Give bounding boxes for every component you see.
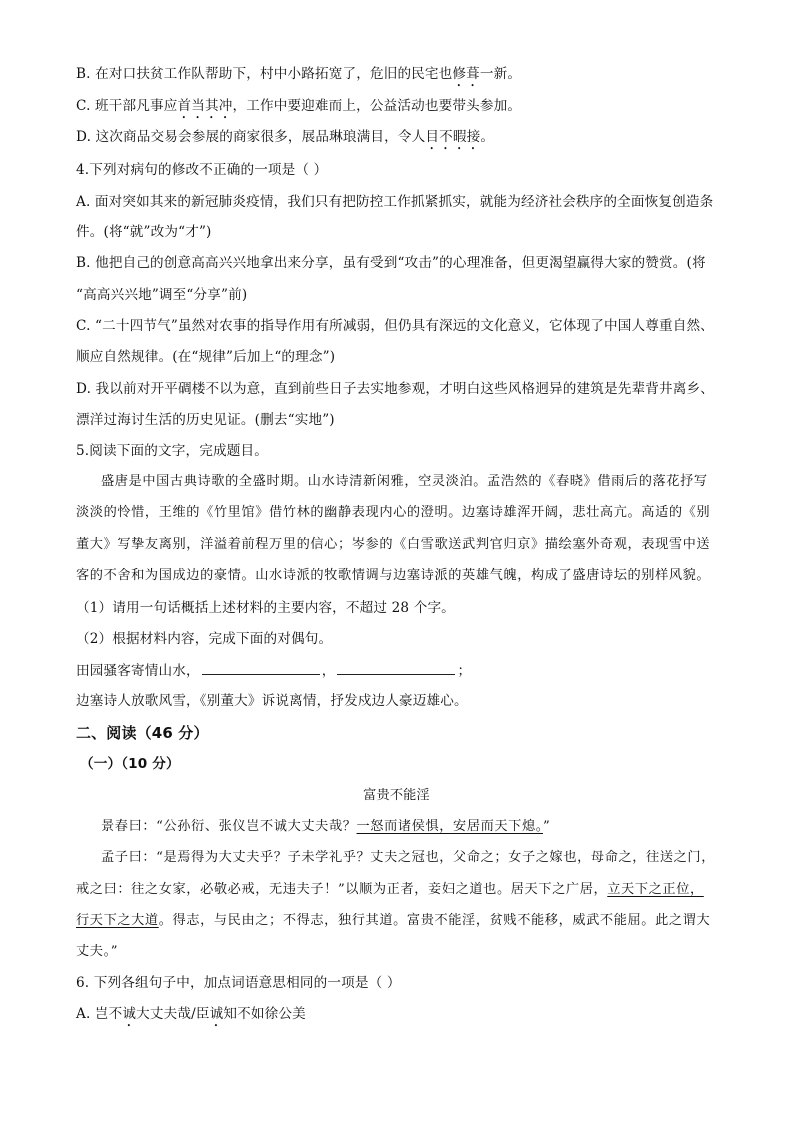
q6-stem: 6. 下列各组句子中，加点词语意思相同的一项是（ ）	[76, 975, 401, 991]
q5-couplet-line-2: 边塞诗人放歌风雪，《别董大》诉说离情，抒发戍边人豪迈雄心。	[76, 693, 468, 709]
section-heading: 二、阅读（46 分）	[76, 724, 209, 742]
q5-subquestion-1: （1）请用一句话概括上述材料的主要内容，不超过 28 个字。	[76, 600, 455, 616]
q4-option-b: B. 他把自己的创意高高兴兴地拿出来分享，虽有受到“攻击”的心理准备，但更渴望赢得大家的赞赏。(将	[76, 255, 706, 271]
passage-line: 戒之曰：往之女家，必敬必戒，无违夫子！”以顺为正者，妾妇之道也。居天下之广居，立天下之正位，	[76, 882, 704, 897]
q6-option-a: A. 岂不诚大丈夫哉/臣诚知不如徐公美	[76, 1006, 306, 1022]
dotted-word: 首当其冲	[177, 98, 233, 114]
dotted-word: 诚	[209, 1006, 224, 1022]
q3-option-c: C. 班干部凡事应首当其冲，工作中要迎难而上，公益活动也要带头参加。	[76, 98, 522, 114]
q5-couplet-line-1: 田园骚客寄情山水， ， ；	[76, 660, 471, 681]
q4-option-a-cont: 件。(将“就”改为“才”)	[76, 224, 212, 240]
q4-option-c-cont: 顺应自然规律。(在“规律”后加上“的理念”)	[76, 349, 336, 365]
q3-option-d: D. 这次商品交易会参展的商家很多，展品琳琅满目，令人目不暇接。	[76, 129, 495, 145]
q5-stem: 5.阅读下面的文字，完成题目。	[76, 443, 268, 459]
answer-blank[interactable]	[202, 660, 320, 675]
q5-passage-line: 董大》写挚友离别，洋溢着前程万里的信心；岑参的《白雪歌送武判官归京》描绘塞外奇观，表现雪中送	[76, 537, 711, 552]
passage-line: 景春曰：“公孙衍、张仪岂不诚大丈夫哉？一怒而诸侯惧，安居而天下熄。”	[101, 819, 551, 834]
q5-subquestion-2: （2）根据材料内容，完成下面的对偶句。	[76, 631, 333, 647]
q5-passage-line: 客的不舍和为国成边的豪情。山水诗派的牧歌情调与边塞诗派的英雄气魄，构成了盛唐诗坛的别样风貌。	[76, 568, 711, 583]
dotted-word: 修葺	[452, 66, 480, 82]
passage-line: 行天下之大道。得志，与民由之；不得志，独行其道。富贵不能淫，贫贱不能移，威武不能屈。此之谓大	[76, 913, 711, 928]
q4-stem: 4.下列对病句的修改不正确的一项是（ ）	[76, 162, 328, 178]
passage-line: 孟子曰：“是焉得为大丈夫乎？子未学礼乎？丈夫之冠也，父命之；女子之嫁也，母命之，往送之门，	[101, 850, 715, 865]
q5-passage-line: 盛唐是中国古典诗歌的全盛时期。山水诗清新闲雅，空灵淡泊。孟浩然的《春晓》借雨后的落花抒写	[101, 474, 708, 489]
passage-title: 富贵不能淫	[363, 788, 430, 803]
answer-blank[interactable]	[337, 660, 455, 675]
dotted-word: 诚	[122, 1006, 137, 1022]
q4-option-d-cont: 漂洋过海讨生活的历史见证。(删去“实地”)	[76, 412, 335, 428]
q4-option-c: C. “二十四节气”虽然对农事的指导作用有所减弱，但仍具有深远的文化意义，它体现了中国人尊重自然、	[76, 318, 714, 334]
dotted-word: 目不暇接	[425, 129, 481, 145]
q5-passage-line: 淡淡的怜惜，王维的《竹里馆》借竹林的幽静表现内心的澄明。边塞诗雄浑开阔，悲壮高亢。高适的《别	[76, 505, 711, 520]
q4-option-a: A. 面对突如其来的新冠肺炎疫情，我们只有把防控工作抓紧抓实，就能为经济社会秩序的全面恢复创造条	[76, 194, 714, 210]
underlined-sentence: 立天下之正位，	[607, 882, 704, 897]
part-heading: （一）（10 分）	[80, 756, 180, 772]
q3-option-b: B. 在对口扶贫工作队帮助下，村中小路拓宽了，危旧的民宅也修葺一新。	[76, 66, 522, 82]
q4-option-d: D. 我以前对开平碉楼不以为意，直到前些日子去实地参观，才明白这些风格迥异的建筑是先辈背井离乡、	[76, 381, 714, 397]
q4-option-b-cont: “高高兴兴地”调至“分享”前)	[76, 287, 248, 303]
underlined-sentence: 一怒而诸侯惧，安居而天下熄。	[356, 819, 543, 834]
passage-line: 丈夫。”	[76, 944, 119, 959]
underlined-sentence: 行天下之大道	[76, 913, 159, 928]
